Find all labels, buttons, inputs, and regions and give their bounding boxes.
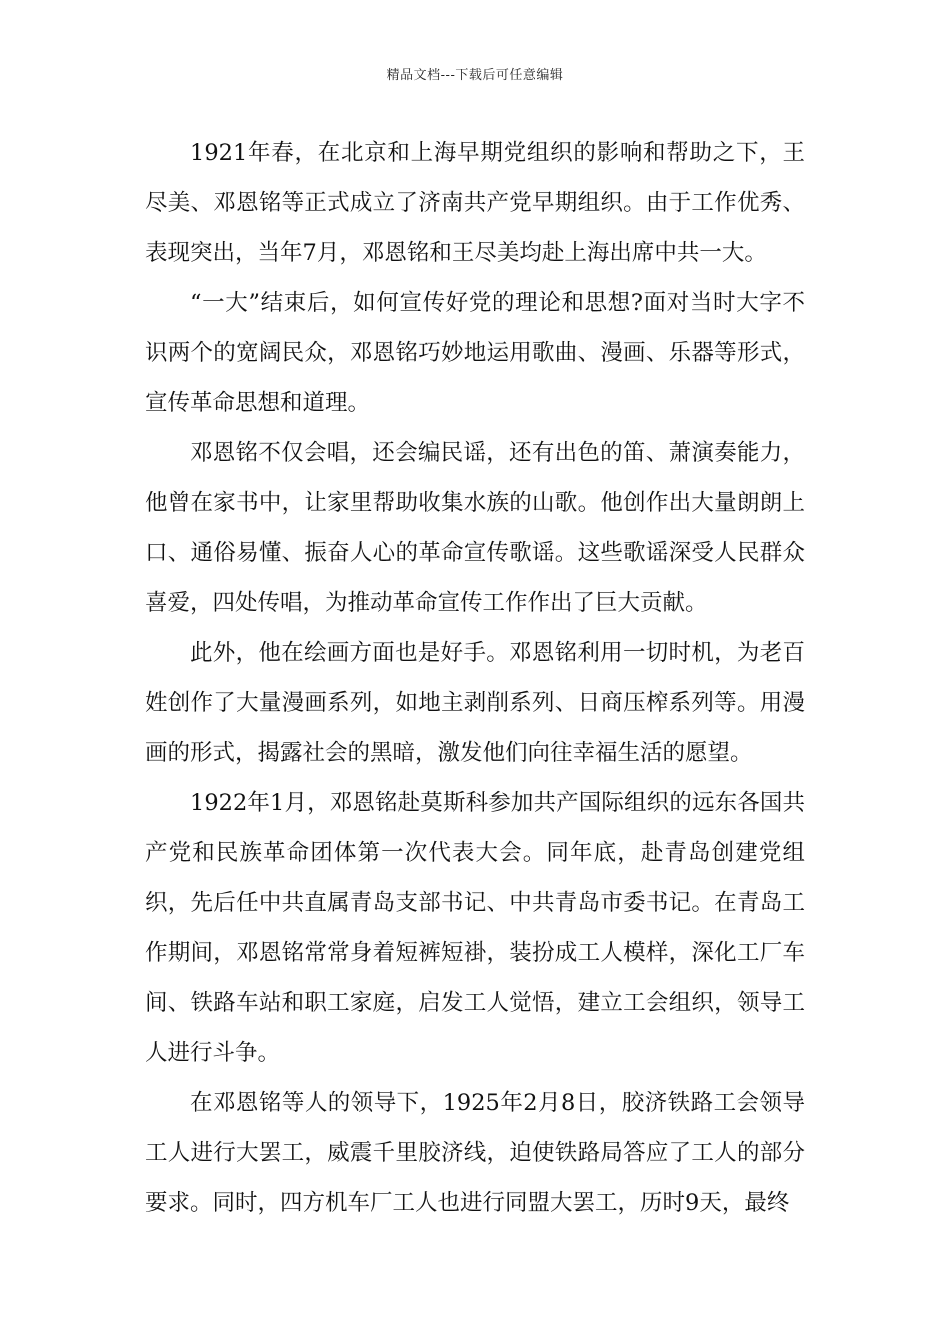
paragraph-5: 1922年1月，邓恩铭赴莫斯科参加共产国际组织的远东各国共产党和民族革命团体第一次代表大会。同年底，赴青岛创建党组织，先后任中共直属青岛支部书记、中共青岛市委书记。在青岛工作期间，邓恩铭常常身着短裤短褂，装扮成工人模样，深化工厂车间、铁路车站和职工家庭，启发工人觉悟，建立工会组织，领导工人进行斗争。 <box>145 790 805 1066</box>
paragraph-1: 1921年春，在北京和上海早期党组织的影响和帮助之下，王尽美、邓恩铭等正式成立了济南共产党早期组织。由于工作优秀、表现突出，当年7月，邓恩铭和王尽美均赴上海出席中共一大。 <box>145 140 805 266</box>
paragraph-3: 邓恩铭不仅会唱，还会编民谣，还有出色的笛、萧演奏能力，他曾在家书中，让家里帮助收集水族的山歌。他创作出大量朗朗上口、通俗易懂、振奋人心的革命宣传歌谣。这些歌谣深受人民群众喜爱，四处传唱，为推动革命宣传工作作出了巨大贡献。 <box>145 440 805 616</box>
paragraph-4: 此外，他在绘画方面也是好手。邓恩铭利用一切时机，为老百姓创作了大量漫画系列，如地主剥削系列、日商压榨系列等。用漫画的形式，揭露社会的黑暗，激发他们向往幸福生活的愿望。 <box>145 640 805 766</box>
paragraph-6: 在邓恩铭等人的领导下，1925年2月8日，胶济铁路工会领导工人进行大罢工，威震千里胶济线，迫使铁路局答应了工人的部分要求。同时，四方机车厂工人也进行同盟大罢工，历时9天，最终 <box>145 1090 805 1216</box>
page-header: 精品文档---下载后可任意编辑 <box>386 68 564 83</box>
paragraph-2: “一大”结束后，如何宣传好党的理论和思想?面对当时大字不识两个的宽阔民众，邓恩铭巧妙地运用歌曲、漫画、乐器等形式，宣传革命思想和道理。 <box>145 290 805 416</box>
document-body <box>145 128 805 1228</box>
